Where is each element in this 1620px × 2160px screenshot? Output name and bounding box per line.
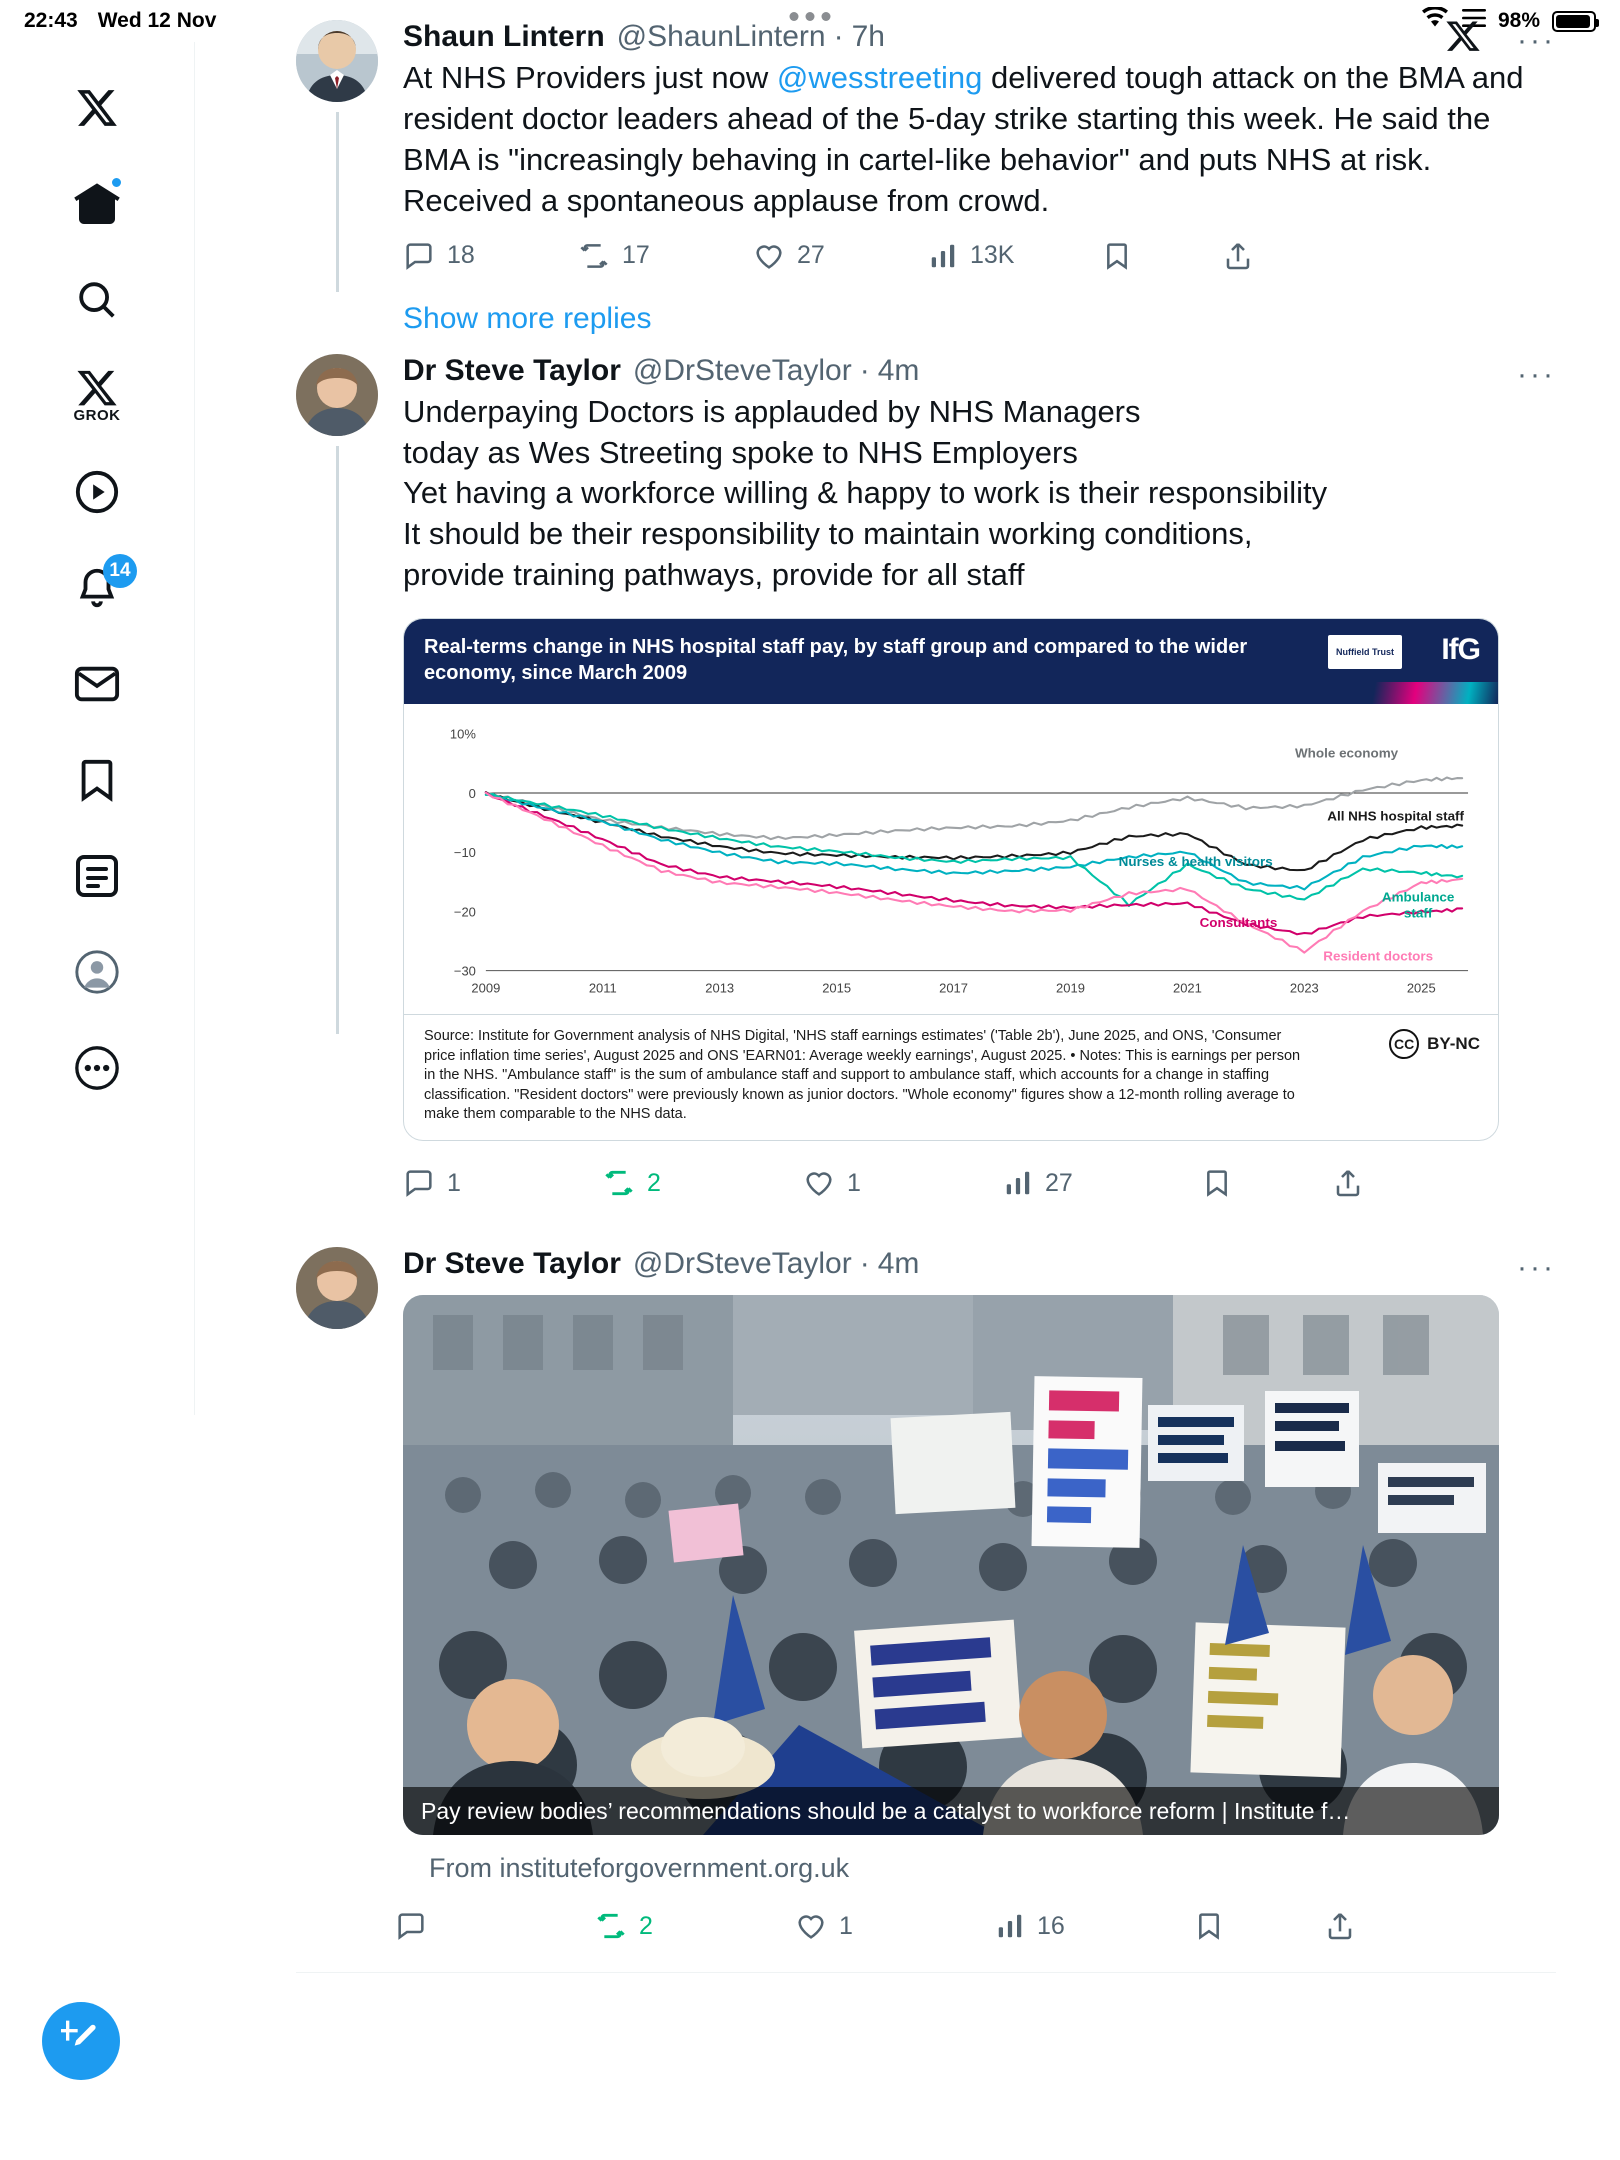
reply-button[interactable] xyxy=(395,1910,595,1942)
protest-photo xyxy=(403,1295,1499,1835)
views-button[interactable] xyxy=(1003,1168,1203,1198)
sidebar-item-video[interactable] xyxy=(49,444,145,540)
creative-commons-badge xyxy=(1389,1029,1480,1059)
tweet-text xyxy=(403,58,1556,222)
status-time: 22:43 xyxy=(24,9,78,32)
tweet-line: provide training pathways, provide for all staff xyxy=(403,557,1025,593)
reply-icon xyxy=(403,1167,435,1199)
author-handle[interactable]: @ShaunLintern xyxy=(616,20,826,53)
grok-label: GROK xyxy=(73,406,121,424)
like-count: 1 xyxy=(847,1168,861,1197)
lists-icon xyxy=(75,854,119,898)
author-name[interactable]: Dr Steve Taylor xyxy=(403,1247,621,1281)
battery-icon xyxy=(1552,11,1596,32)
tweet-more-button[interactable]: ··· xyxy=(1517,24,1556,57)
envelope-icon xyxy=(74,664,120,704)
tweet-actions xyxy=(395,1910,1556,1942)
licence-label: BY-NC xyxy=(1427,1033,1480,1053)
photo-caption: Pay review bodies’ recommendations should be a catalyst to workforce reform | Institute f… xyxy=(403,1787,1499,1835)
svg-text:10%: 10% xyxy=(449,727,476,743)
svg-text:staff: staff xyxy=(1403,905,1433,921)
repost-icon xyxy=(603,1167,635,1199)
link-source-label[interactable]: From instituteforgovernment.org.uk xyxy=(429,1853,850,1884)
svg-text:2017: 2017 xyxy=(939,980,968,996)
share-icon xyxy=(1325,1910,1355,1942)
repost-button[interactable] xyxy=(603,1167,803,1199)
svg-text:Consultants: Consultants xyxy=(1199,915,1278,931)
timestamp[interactable]: 4m xyxy=(877,353,920,387)
like-count: 1 xyxy=(839,1911,853,1940)
cc-icon: CC xyxy=(1389,1029,1419,1059)
sidebar-item-profile[interactable] xyxy=(49,924,145,1020)
view-count: 13K xyxy=(970,241,1015,270)
analytics-icon xyxy=(1003,1168,1033,1198)
tweet-more-button[interactable]: ··· xyxy=(1517,1251,1556,1285)
reply-button[interactable] xyxy=(403,1167,603,1199)
timeline xyxy=(296,20,1556,1973)
like-button[interactable] xyxy=(753,240,928,272)
mention-link[interactable]: @wesstreeting xyxy=(776,60,983,95)
reply-icon xyxy=(403,240,435,272)
profile-avatar-icon xyxy=(75,950,119,994)
protest-photo-illustration xyxy=(403,1295,1499,1835)
show-more-replies-link[interactable]: Show more replies xyxy=(403,301,652,335)
bookmark-icon xyxy=(1103,240,1131,272)
repost-count: 2 xyxy=(639,1911,653,1940)
svg-text:2011: 2011 xyxy=(588,980,617,996)
reply-icon xyxy=(395,1910,427,1942)
tweet-shaun-lintern[interactable] xyxy=(296,20,1556,276)
sidebar-item-grok[interactable] xyxy=(49,348,145,444)
status-date: Wed 12 Nov xyxy=(97,9,217,32)
like-button[interactable] xyxy=(795,1910,995,1942)
more-circle-icon xyxy=(75,1046,119,1090)
compose-icon xyxy=(61,2019,101,2064)
share-button[interactable] xyxy=(1223,240,1253,272)
tweet-text-before: At NHS Providers just now xyxy=(403,60,777,95)
chart-title: Real-terms change in NHS hospital staff pay, by staff group and compared to the wider economy, since March 2009 xyxy=(424,636,1248,684)
chart-header xyxy=(404,619,1498,704)
thread-connector xyxy=(336,112,339,292)
timestamp[interactable]: 4m xyxy=(877,1247,920,1281)
analytics-icon xyxy=(928,241,958,271)
repost-button[interactable] xyxy=(595,1910,795,1942)
xai-icon[interactable] xyxy=(1444,20,1482,62)
like-button[interactable] xyxy=(803,1167,1003,1199)
svg-text:Ambulance: Ambulance xyxy=(1381,889,1455,905)
tweet-dr-steve-taylor-link[interactable] xyxy=(296,1247,1556,1946)
tweet-line: Underpaying Doctors is applauded by NHS Managers xyxy=(403,393,1141,429)
author-name[interactable]: Shaun Lintern xyxy=(403,20,605,53)
grok-icon xyxy=(75,369,119,409)
views-button[interactable] xyxy=(928,241,1103,271)
share-button[interactable] xyxy=(1325,1910,1355,1942)
tweet-line: Yet having a workforce willing & happy to work is their responsibility xyxy=(403,475,1328,511)
svg-text:−20: −20 xyxy=(453,904,476,920)
like-count: 27 xyxy=(797,241,825,270)
compose-post-button[interactable] xyxy=(42,2002,120,2080)
view-count: 27 xyxy=(1045,1168,1073,1197)
brand-accent-bar xyxy=(1348,682,1498,704)
avatar[interactable] xyxy=(296,20,378,102)
svg-text:0: 0 xyxy=(468,786,476,802)
bookmark-icon xyxy=(76,757,118,803)
sidebar-item-lists[interactable] xyxy=(49,828,145,924)
reply-count: 1 xyxy=(447,1168,461,1197)
reply-button[interactable] xyxy=(403,240,578,272)
tweet-actions xyxy=(403,1167,1556,1199)
separator: · xyxy=(859,1247,870,1281)
search-icon xyxy=(74,277,120,323)
heart-icon xyxy=(753,240,785,272)
author-handle[interactable]: @DrSteveTaylor xyxy=(632,1247,852,1281)
avatar[interactable] xyxy=(296,354,378,436)
sidebar xyxy=(0,42,195,1415)
repost-button[interactable] xyxy=(578,240,753,272)
sidebar-item-messages[interactable] xyxy=(49,636,145,732)
svg-text:Whole economy: Whole economy xyxy=(1295,745,1399,761)
svg-text:2021: 2021 xyxy=(1172,980,1202,996)
chart-source-note xyxy=(404,1014,1498,1140)
view-count: 16 xyxy=(1037,1911,1065,1940)
bookmark-button[interactable] xyxy=(1195,1910,1325,1942)
svg-text:2015: 2015 xyxy=(822,980,852,996)
bookmark-icon xyxy=(1195,1910,1223,1942)
chart-card[interactable] xyxy=(403,618,1499,1141)
separator: · xyxy=(833,20,844,53)
svg-text:2025: 2025 xyxy=(1406,980,1436,996)
svg-text:Resident doctors: Resident doctors xyxy=(1323,949,1434,965)
sidebar-item-bookmarks[interactable] xyxy=(49,732,145,828)
svg-text:−30: −30 xyxy=(453,963,476,979)
notifications-badge: 14 xyxy=(103,554,137,588)
author-name[interactable]: Dr Steve Taylor xyxy=(403,353,621,387)
repost-count: 2 xyxy=(647,1168,661,1197)
separator: · xyxy=(859,353,870,387)
tweet-line: today as Wes Streeting spoke to NHS Employers xyxy=(403,434,1078,470)
svg-text:2009: 2009 xyxy=(471,980,501,996)
sidebar-item-home[interactable] xyxy=(49,156,145,252)
repost-count: 17 xyxy=(622,241,650,270)
avatar[interactable] xyxy=(296,1247,378,1329)
nuffield-trust-label: Nuffield Trust xyxy=(1336,646,1394,657)
sidebar-item-x-logo[interactable] xyxy=(49,60,145,156)
link-preview-card[interactable] xyxy=(403,1295,1499,1835)
chart-plot-area xyxy=(404,704,1498,1014)
svg-text:All NHS hospital staff: All NHS hospital staff xyxy=(1327,809,1465,824)
svg-text:−10: −10 xyxy=(453,845,476,861)
nuffield-trust-logo xyxy=(1328,635,1402,669)
chart-svg xyxy=(420,718,1482,1014)
repost-icon xyxy=(578,240,610,272)
sidebar-item-notifications[interactable] xyxy=(49,540,145,636)
thread-connector xyxy=(336,446,339,1034)
heart-icon xyxy=(803,1167,835,1199)
tweet-header xyxy=(403,353,1556,391)
reply-count: 18 xyxy=(447,241,475,270)
analytics-icon xyxy=(995,1911,1025,1941)
tweet-header xyxy=(403,20,1556,57)
bookmark-button[interactable] xyxy=(1203,1167,1333,1199)
tweet-text xyxy=(403,392,1556,597)
tweet-dr-steve-taylor-chart[interactable] xyxy=(296,354,1556,1204)
bookmark-button[interactable] xyxy=(1103,240,1223,272)
x-logo-icon xyxy=(75,86,119,130)
sidebar-item-more[interactable] xyxy=(49,1020,145,1116)
share-icon xyxy=(1333,1167,1363,1199)
repost-icon xyxy=(595,1910,627,1942)
tweet-header xyxy=(403,1247,1556,1285)
tweet-actions xyxy=(403,240,1556,272)
views-button[interactable] xyxy=(995,1911,1195,1941)
author-handle[interactable]: @DrSteveTaylor xyxy=(632,353,852,387)
svg-text:Nurses & health visitors: Nurses & health visitors xyxy=(1118,854,1273,870)
video-play-icon xyxy=(74,469,120,515)
svg-text:2019: 2019 xyxy=(1056,980,1085,996)
share-icon xyxy=(1223,240,1253,272)
home-unread-dot xyxy=(110,176,123,189)
svg-text:2013: 2013 xyxy=(705,980,735,996)
tweet-more-button[interactable]: ··· xyxy=(1517,357,1556,391)
source-text: Source: Institute for Government analysis of NHS Digital, 'NHS staff earnings estimates' ('Table 2b'), June 2025, and ONS, 'Consumer price inflation time series', August 2025 and ONS 'EARN01: Average weekly earnings', August 2025. • Notes: This is earnings per person in the NHS. "Ambulance staff" is the sum of ambulance staff and support to ambulance staff, which accounts for a change in staffing classification. "Resident doctors" were previously known as junior doctors. "Whole economy" figures show a 12-month rolling average to make them comparable to the NHS data. xyxy=(424,1028,1301,1123)
sidebar-item-search[interactable] xyxy=(49,252,145,348)
tweet-text-after: delivered tough attack on the BMA and resident doctor leaders ahead of the 5-day strike starting this week. He said the BMA is "increasingly behaving in cartel-like behavior" and puts NHS at risk. Received a spontaneous applause from crowd. xyxy=(403,60,1524,218)
tweet-line: It should be their responsibility to maintain working conditions, xyxy=(403,516,1253,552)
share-button[interactable] xyxy=(1333,1167,1363,1199)
ifg-logo: IfG xyxy=(1441,633,1480,667)
feed-divider xyxy=(296,1972,1556,1973)
timestamp[interactable]: 7h xyxy=(851,20,885,53)
svg-text:2023: 2023 xyxy=(1289,980,1319,996)
heart-icon xyxy=(795,1910,827,1942)
bookmark-icon xyxy=(1203,1167,1231,1199)
battery-percent: 98% xyxy=(1497,9,1540,32)
